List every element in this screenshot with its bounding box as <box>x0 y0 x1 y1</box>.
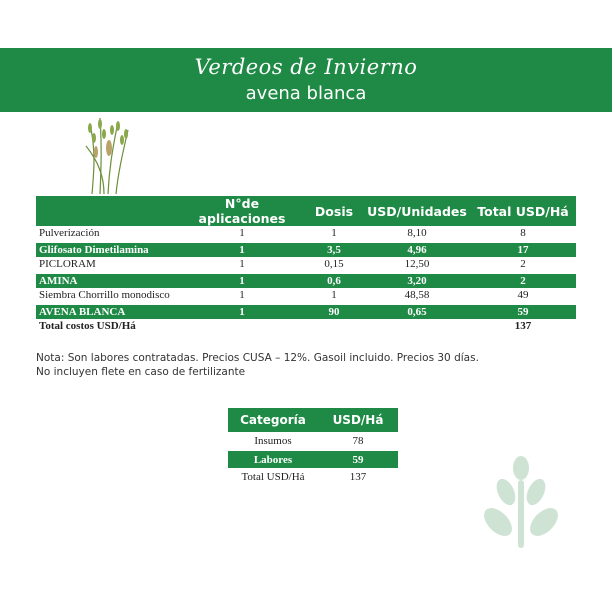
row-aplicaciones: 1 <box>180 273 304 289</box>
table-row <box>36 226 576 242</box>
row-label: Pulverización <box>39 227 100 240</box>
header-usd-ha: USD/Há <box>318 408 398 432</box>
footnote <box>36 351 596 379</box>
row-usd-unidades: 3,20 <box>364 273 470 289</box>
category-value: 137 <box>349 470 367 483</box>
row-total: 59 <box>470 304 576 320</box>
header-usd-unidades: USD/Unidades <box>364 196 470 226</box>
row-usd-unidades: 48,58 <box>404 289 430 302</box>
table-row <box>228 432 398 450</box>
row-total: 8 <box>520 227 526 240</box>
row-label: AMINA <box>36 273 180 289</box>
leaf-logo-icon <box>484 454 558 550</box>
header-aplicaciones: N°de aplicaciones <box>180 196 304 226</box>
cost-table <box>36 196 576 334</box>
category-label: Insumos <box>254 434 292 447</box>
row-total: 2 <box>520 258 526 271</box>
oat-plant-illustration <box>82 116 134 194</box>
table-row <box>36 304 576 320</box>
table-row <box>228 450 398 468</box>
row-total: 2 <box>470 273 576 289</box>
category-value: 78 <box>352 434 364 447</box>
row-dosis: 1 <box>331 227 337 240</box>
header-total: Total USD/Há <box>470 196 576 226</box>
page-subtitle: avena blanca <box>245 83 367 104</box>
row-dosis: 90 <box>304 304 364 320</box>
row-total: 17 <box>470 242 576 258</box>
header-dosis: Dosis <box>304 196 364 226</box>
row-usd-unidades: 12,50 <box>404 258 430 271</box>
row-aplicaciones: 1 <box>239 289 245 302</box>
row-dosis: 0,6 <box>304 273 364 289</box>
note-line-1: Nota: Son labores contratadas. Precios CUSA – 12%. Gasoil incluido. Precios 30 días. <box>36 352 479 364</box>
row-usd-unidades: 0,65 <box>364 304 470 320</box>
row-usd-unidades: 4,96 <box>364 242 470 258</box>
row-aplicaciones: 1 <box>180 304 304 320</box>
total-value: 137 <box>514 320 532 333</box>
category-label: Labores <box>228 450 318 468</box>
total-label: Total costos USD/Há <box>39 320 136 333</box>
header-label <box>36 196 180 226</box>
table-row <box>228 468 398 485</box>
cost-table-header <box>36 196 576 226</box>
row-label: Siembra Chorrillo monodisco <box>39 289 170 302</box>
table-row <box>36 242 576 258</box>
row-aplicaciones: 1 <box>239 258 245 271</box>
category-table <box>228 408 398 485</box>
row-aplicaciones: 1 <box>239 227 245 240</box>
table-row <box>36 288 576 304</box>
title-banner <box>0 48 612 112</box>
table-row <box>36 257 576 273</box>
table-row <box>36 273 576 289</box>
page-title: Verdeos de Invierno <box>194 55 418 79</box>
header-categoria: Categoría <box>228 408 318 432</box>
total-row <box>36 319 576 334</box>
row-total: 49 <box>517 289 529 302</box>
row-usd-unidades: 8,10 <box>407 227 427 240</box>
row-dosis: 3,5 <box>304 242 364 258</box>
category-value: 59 <box>318 450 398 468</box>
category-label: Total USD/Há <box>241 470 305 483</box>
row-label: PICLORAM <box>39 258 96 271</box>
row-aplicaciones: 1 <box>180 242 304 258</box>
row-label: AVENA BLANCA <box>36 304 180 320</box>
row-dosis: 1 <box>331 289 337 302</box>
category-table-header <box>228 408 398 432</box>
row-dosis: 0,15 <box>324 258 344 271</box>
note-line-2: No incluyen flete en caso de fertilizante <box>36 366 246 378</box>
row-label: Glifosato Dimetilamina <box>36 242 180 258</box>
